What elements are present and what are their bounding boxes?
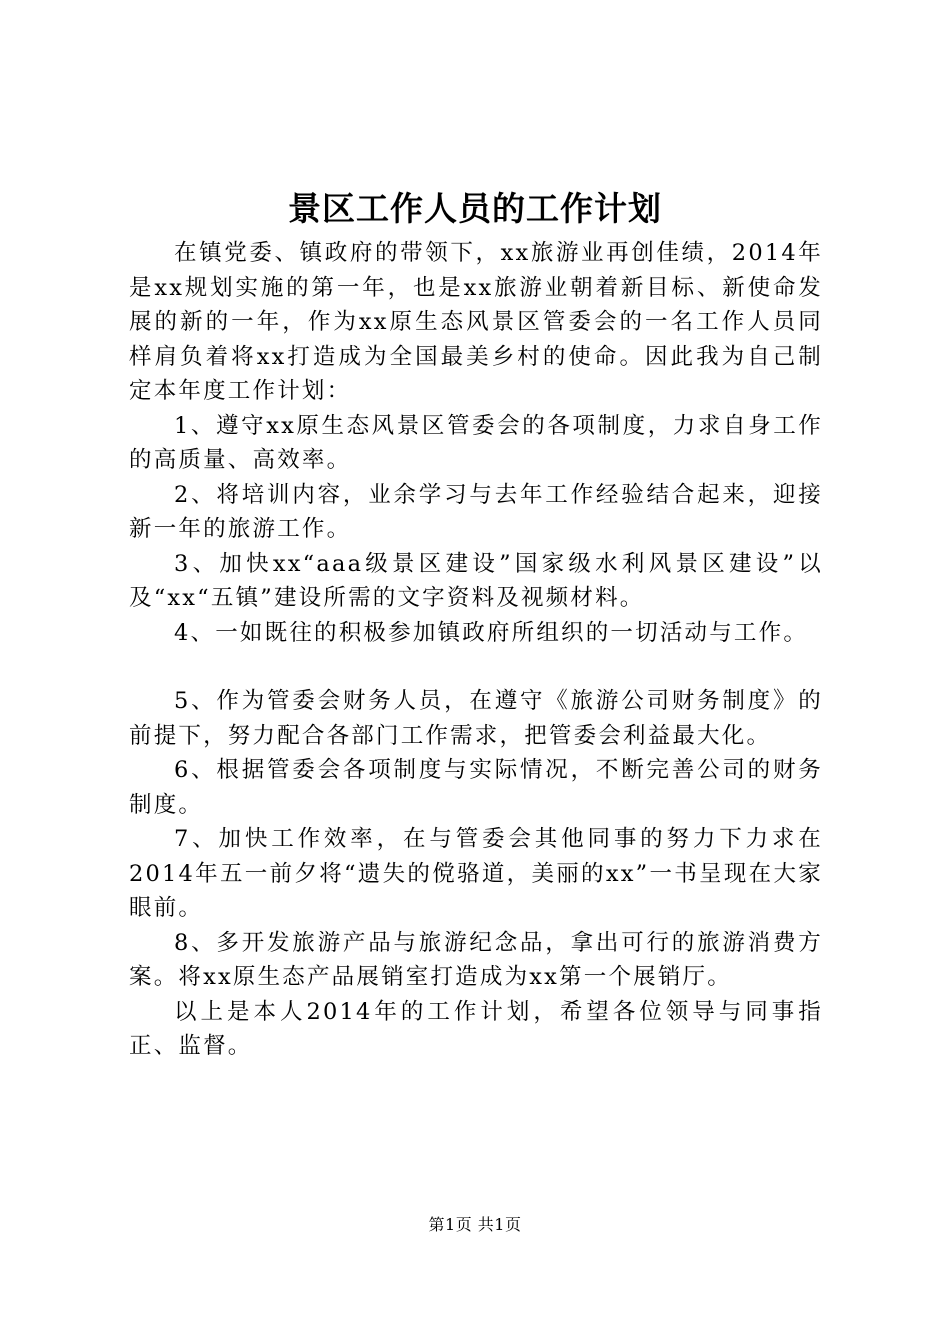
plan-item-5: 5、作为管委会财务人员，在遵守《旅游公司财务制度》的前提下，努力配合各部门工作需求，把管委会利益最大化。 [129, 688, 823, 749]
document-title: 景区工作人员的工作计划 [288, 189, 662, 228]
plan-item-8: 8、多开发旅游产品与旅游纪念品，拿出可行的旅游消费方案。将xx原生态产品展销室打造成为xx第一个展销厅。 [129, 929, 823, 990]
intro-paragraph: 在镇党委、镇政府的带领下，xx旅游业再创佳绩，2014年是xx规划实施的第一年，也是xx旅游业朝着新目标、新使命发展的新的一年，作为xx原生态风景区管委会的一名工作人员同样肩负着将xx打造成为全国最美乡村的使命。因此我为自己制定本年度工作计划： [129, 240, 823, 404]
closing-paragraph: 以上是本人2014年的工作计划，希望各位领导与同事指正、监督。 [129, 998, 823, 1059]
plan-item-2: 2、将培训内容，业余学习与去年工作经验结合起来，迎接新一年的旅游工作。 [129, 481, 823, 542]
plan-item-3: 3、加快xx“aaa级景区建设”国家级水利风景区建设”以及“xx“五镇”建设所需的文字资料及视频材料。 [129, 550, 823, 611]
page-footer: 第1页 共1页 [428, 1215, 522, 1234]
plan-item-6: 6、根据管委会各项制度与实际情况，不断完善公司的财务制度。 [129, 757, 823, 818]
plan-item-1: 1、遵守xx原生态风景区管委会的各项制度，力求自身工作的高质量、高效率。 [129, 412, 823, 473]
plan-item-7: 7、加快工作效率，在与管委会其他同事的努力下力求在2014年五一前夕将“遗失的傥骆道，美丽的xx”一书呈现在大家眼前。 [129, 826, 823, 921]
plan-item-4: 4、一如既往的积极参加镇政府所组织的一切活动与工作。 [174, 619, 809, 646]
document-body [129, 236, 823, 1064]
